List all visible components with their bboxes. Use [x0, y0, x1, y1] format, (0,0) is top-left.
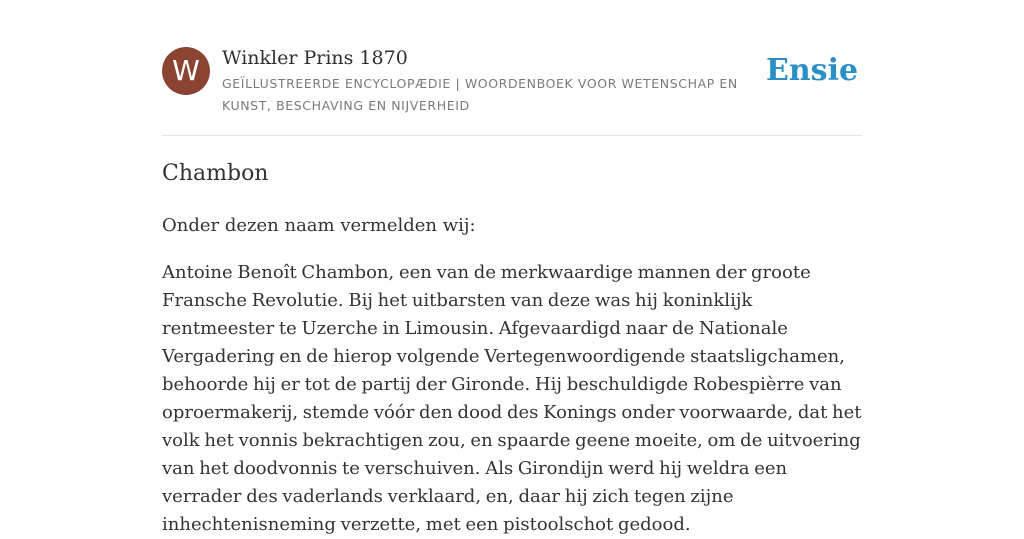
site-avatar[interactable]: W — [162, 47, 210, 95]
site-header — [162, 46, 862, 136]
site-title[interactable]: Winkler Prins 1870 — [222, 47, 408, 69]
article-intro: Onder dezen naam vermelden wij: — [162, 215, 476, 236]
article-paragraph: Antoine Benoît Chambon, een van de merkwaardige mannen der groote Fransche Revolutie. Bij het uitbarsten van deze was hij koninklijk rentmeester te Uzerche in Limousin. Afgevaardigd naar de Nationale Vergadering en de hierop volgende Vertegenwoordigende staatsligchamen, behoorde hij er tot de partij der Gironde. Hij beschuldigde Robespièrre van oproermakerij, stemde vóór den dood des Konings onder voorwaarde, dat het volk het vonnis bekrachtigen zou, en spaarde geene moeite, om de uitvoering van het doodvonnis te verschuiven. Als Girondijn werd hij weldra een verrader des vaderlands verklaard, en, daar hij zich tegen zijne inhechtenisneming verzette, met een pistoolschot gedood. — [162, 262, 862, 535]
header-divider — [162, 135, 862, 136]
article-headword: Chambon — [162, 161, 269, 186]
brand-logo[interactable]: Ensie — [766, 53, 859, 88]
site-subtitle: GEÏLLUSTREERDE ENCYCLOPÆDIE | WOORDENBOEK VOOR WETENSCHAP EN KUNST, BESCHAVING EN NIJVERHEID — [222, 76, 738, 113]
